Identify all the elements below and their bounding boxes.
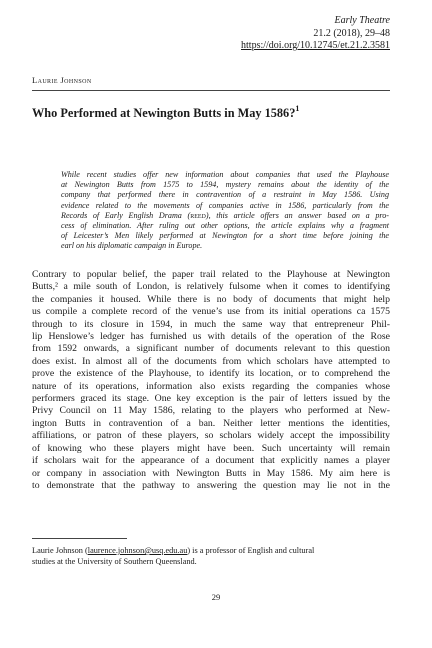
page-number: 29 (211, 592, 221, 602)
reed-abbrev: reed (190, 210, 206, 220)
footnote-rule (32, 538, 127, 539)
body-line: through to its closure in 1594, in much the same way that entrepreneur Phil- (32, 318, 390, 330)
header-rule (32, 90, 390, 91)
footnote-line: studies at the University of Southern Queensland. (32, 557, 197, 566)
body-line: of knowing who these players might have been. Such uncertainty will remain (32, 442, 390, 454)
body-line: Contrary to popular belief, the paper trail related to the Playhouse at Newington (32, 269, 390, 280)
abstract (61, 170, 389, 252)
abstract-line: earl on his diplomatic campaign in Europe. (61, 241, 203, 251)
body-line: ington Butts in contravention of a ban. Neither letter mentions the identities, (32, 417, 390, 429)
abstract-line: evidence related to the movements of companies active in 1586, particularly from the (61, 200, 389, 210)
abstract-line: cess of elimination. After ruling out other options, the article explains why a fragment (61, 221, 389, 231)
journal-masthead (241, 15, 390, 53)
abstract-line: company that performed there in contravention of a restraint in May 1586. Using (61, 190, 389, 200)
doi-link[interactable]: https://doi.org/10.12745/et.21.2.3581 (241, 40, 390, 51)
author-email-link[interactable]: laurence.johnson@usq.edu.au (87, 546, 188, 555)
abstract-line: of Leicester’s Men likely performed at Newington for a short time before joining the (61, 231, 389, 241)
abstract-line: at Newington Butts from 1575 to 1594, mystery remains about the identity of the (61, 180, 389, 190)
body-line: lip Henslowe’s ledger has furnished us with details of the operation of the Rose (32, 331, 390, 343)
footnote-line (32, 545, 390, 556)
article-title (32, 106, 299, 121)
body-line: nature of its operations, information also exists regarding the companies whose (32, 380, 390, 392)
body-line: Privy Council on 11 May 1586, relating to the players who performed at New- (32, 405, 390, 417)
body-text (32, 269, 390, 492)
running-head-author: Laurie Johnson (32, 75, 92, 85)
body-line: us compile a complete record of the venue’s use from its initial operations ca 1575 (32, 306, 390, 318)
body-line: the companies it housed. While there is no body of documents that might help (32, 293, 390, 305)
abstract-line: Records of Early English Drama (reed), this article offers an answer based on a pro- (61, 210, 389, 220)
body-line: performers graced its stage. One key exception is the pair of letters issued by the (32, 393, 390, 405)
body-line: Butts,² a mile south of London, is relatively fulsome when it comes to identifying (32, 281, 390, 293)
body-line: if scholars wait for the appearance of a document that explicitly names a player (32, 455, 390, 467)
author-footnote (32, 545, 390, 567)
article-title-text: Who Performed at Newington Butts in May 1586? (32, 106, 296, 120)
body-line: or company in association with Newington Butts in May 1586. My aim here is (32, 467, 390, 479)
body-line: does exist. In almost all of the documents from which scholars have attempted to (32, 355, 390, 367)
body-line: prove the existence of the Playhouse, to identify its location, or to comprehend the (32, 368, 390, 380)
body-line: to demonstrate that the pathway to answering the question may lie not in the (32, 479, 390, 491)
body-line: affiliations, or patron of these players, so scholars widely accept the impossibility (32, 430, 390, 442)
footnote-text: ) is a professor of English and cultural (187, 546, 315, 555)
footnote-text: Laurie Johnson ( (32, 546, 88, 555)
abstract-line: While recent studies offer new information about companies that used the Playhouse (61, 170, 389, 179)
title-footnote-marker[interactable]: 1 (295, 104, 300, 113)
journal-name: Early Theatre (334, 15, 390, 26)
body-line: from 1592 onwards, a significant number of documents relevant to this question (32, 343, 390, 355)
journal-issue: 21.2 (2018), 29–48 (313, 27, 390, 39)
